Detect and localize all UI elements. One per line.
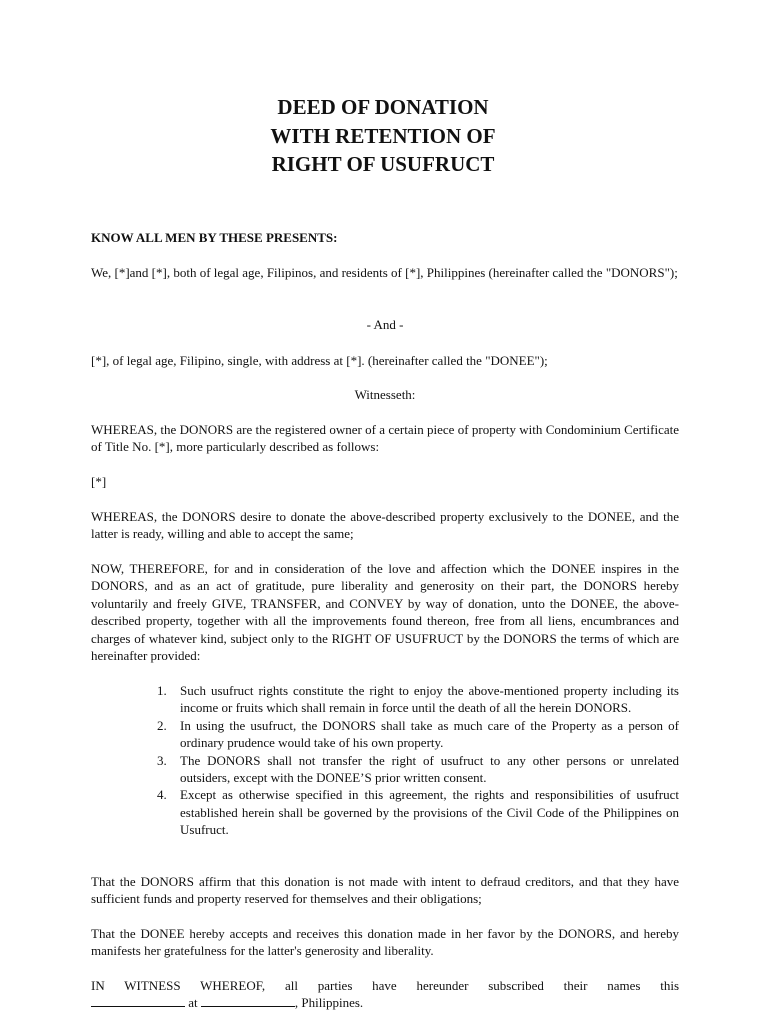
witnesseth-heading: Witnesseth: — [354, 387, 416, 402]
witness-paragraph — [91, 977, 679, 1012]
affirmation-paragraph: That the DONORS affirm that this donation is not made with intent to defraud creditors, and that they have sufficient funds and property reserved for themselves and their obligations; — [91, 874, 679, 907]
whereas-owner-paragraph: WHEREAS, the DONORS are the registered owner of a certain piece of property with Condominium Certificate of Title No. [*], more particularly described as follows: — [91, 422, 679, 455]
document-title — [91, 93, 675, 179]
list-item — [157, 752, 679, 787]
list-item-number: 1. — [157, 683, 167, 698]
list-item — [157, 786, 679, 838]
title-line-3: RIGHT OF USUFRUCT — [271, 152, 495, 176]
list-item-number: 4. — [157, 787, 167, 803]
list-item — [157, 717, 679, 752]
witness-tail: , Philippines. — [294, 995, 364, 1011]
property-description: [*] — [91, 474, 107, 489]
whereas-desire-paragraph: WHEREAS, the DONORS desire to donate the above-described property exclusively to the DONEE, and the latter is ready, willing and able to accept the same; — [91, 509, 679, 542]
title-line-1: DEED OF DONATION — [277, 95, 489, 119]
list-item-text: In using the usufruct, the DONORS shall take as much care of the Property as a person of ordinary prudence would take of his own property. — [180, 717, 679, 751]
place-blank-field[interactable] — [201, 994, 295, 1007]
acceptance-paragraph: That the DONEE hereby accepts and receives this donation made in her favor by the DONORS, and hereby manifests her gratefulness for the latter's generosity and liberality. — [91, 926, 679, 959]
witness-at: at — [188, 995, 198, 1011]
donors-paragraph: We, [*]and [*], both of legal age, Filipinos, and residents of [*], Philippines (hereinafter called the "DONORS"); — [91, 265, 678, 280]
now-therefore-paragraph: NOW, THEREFORE, for and in consideration of the love and affection which the DONEE inspires in the DONORS, and as an act of gratitude, pure liberality and generosity on their part, the DONORS hereby voluntarily and freely GIVE, TRANSFER, and CONVEY by way of donation, unto the DONEE, the above-described property, together with all the improvements found thereon, free from all liens, encumbrances and charges of whatever kind, subject only to the RIGHT OF USUFRUCT by the DONORS the terms of which are hereinafter provided: — [91, 561, 679, 664]
intro-heading: KNOW ALL MEN BY THESE PRESENTS: — [91, 230, 338, 245]
list-item-number: 2. — [157, 717, 167, 733]
list-item-text: The DONORS shall not transfer the right of usufruct to any other persons or unrelated outsiders, except with the DONEE’S prior written consent. — [180, 752, 679, 786]
list-item-text: Except as otherwise specified in this agreement, the rights and responsibilities of usufruct established herein shall be governed by the provisions of the Civil Code of the Philippines on Usufruct. — [180, 787, 679, 838]
usufruct-terms-list — [157, 682, 679, 839]
witness-lead: IN WITNESS WHEREOF, all parties have hereunder subscribed their names this — [91, 978, 679, 993]
list-item — [157, 682, 679, 717]
and-separator: - And - — [366, 317, 404, 332]
donee-paragraph: [*], of legal age, Filipino, single, with address at [*]. (hereinafter called the "DONEE"); — [91, 353, 548, 368]
day-blank-field[interactable] — [91, 994, 185, 1007]
list-item-text: Such usufruct rights constitute the right to enjoy the above-mentioned property including its income or fruits which shall remain in force until the death of all the herein DONORS. — [180, 683, 679, 716]
list-item-number: 3. — [157, 752, 167, 768]
title-line-2: WITH RETENTION OF — [270, 123, 496, 148]
